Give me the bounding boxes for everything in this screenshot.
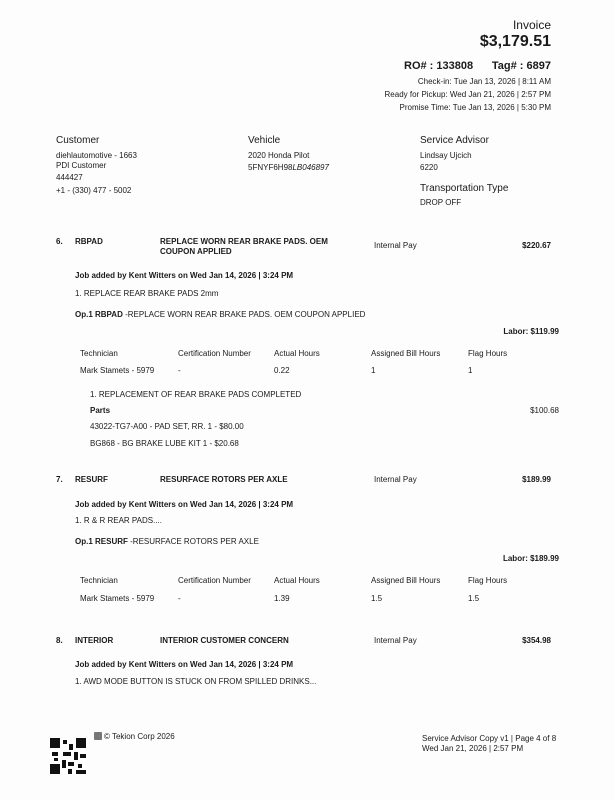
tech-actual-hours: 0.22 xyxy=(274,366,290,375)
tech-cert: - xyxy=(178,594,181,603)
job-pay-type: Internal Pay xyxy=(374,636,417,645)
job-note: 1. AWD MODE BUTTON IS STUCK ON FROM SPILLED DRINKS... xyxy=(75,677,317,686)
copy-info: Service Advisor Copy v1 | Page 4 of 8 xyxy=(422,734,557,743)
job-total: $189.99 xyxy=(522,475,551,484)
advisor-name: Lindsay Ujcich xyxy=(420,151,472,160)
part-line: 43022-TG7-A00 - PAD SET, RR. 1 - $80.00 xyxy=(90,422,244,431)
col-actual-hours: Actual Hours xyxy=(274,576,320,585)
tech-flag-hours: 1 xyxy=(468,366,473,375)
job-total: $354.98 xyxy=(522,636,551,645)
tech-name: Mark Stamets - 5979 xyxy=(80,366,155,375)
col-certification: Certification Number xyxy=(178,576,251,585)
job-added-by: Job added by Kent Witters on Wed Jan 14, 2026 | 3:24 PM xyxy=(75,500,294,509)
check-in-time: Check-in: Tue Jan 13, 2026 | 8:11 AM xyxy=(417,77,551,86)
vehicle-heading: Vehicle xyxy=(248,135,281,146)
parts-total: $100.68 xyxy=(530,406,559,415)
job-description: RESURFACE ROTORS PER AXLE xyxy=(160,475,288,484)
col-assigned-hours: Assigned Bill Hours xyxy=(371,576,441,585)
vin-prefix: 5FNYF6H98 xyxy=(248,163,293,172)
ro-number: RO# : 133808 xyxy=(404,60,474,72)
col-technician: Technician xyxy=(80,349,118,358)
col-actual-hours: Actual Hours xyxy=(274,349,320,358)
parts-heading: Parts xyxy=(90,406,111,415)
job-note: 1. REPLACE REAR BRAKE PADS 2mm xyxy=(75,289,219,298)
customer-id: 444427 xyxy=(56,173,83,182)
customer-phone: +1 - (330) 477 - 5002 xyxy=(56,186,132,195)
job-code: RBPAD xyxy=(75,237,103,246)
part-line: BG868 - BG BRAKE LUBE KIT 1 - $20.68 xyxy=(90,439,239,448)
tech-assigned-hours: 1.5 xyxy=(371,594,383,603)
tekion-logo-icon xyxy=(94,732,102,740)
col-flag-hours: Flag Hours xyxy=(468,576,508,585)
ready-pickup-time: Ready for Pickup: Wed Jan 21, 2026 | 2:57 PM xyxy=(384,90,551,99)
col-assigned-hours: Assigned Bill Hours xyxy=(371,349,441,358)
invoice-total: $3,179.51 xyxy=(479,33,551,50)
job-number: 6. xyxy=(56,237,63,246)
vehicle-vin xyxy=(248,163,329,172)
job-description-cont: COUPON APPLIED xyxy=(160,247,232,256)
tech-cert: - xyxy=(178,366,181,375)
job-added-by: Job added by Kent Witters on Wed Jan 14, 2026 | 3:24 PM xyxy=(75,271,294,280)
job-added-by: Job added by Kent Witters on Wed Jan 14, 2026 | 3:24 PM xyxy=(75,660,294,669)
doc-type: Invoice xyxy=(512,18,551,32)
job-note: 1. R & R REAR PADS.... xyxy=(75,516,162,525)
customer-type: PDI Customer xyxy=(56,161,107,170)
job-number: 7. xyxy=(56,475,63,484)
tech-actual-hours: 1.39 xyxy=(274,594,290,603)
transport-type: DROP OFF xyxy=(420,198,462,207)
op-line xyxy=(75,310,365,319)
job-code: INTERIOR xyxy=(75,636,114,645)
vin-suffix: LB046897 xyxy=(292,163,329,172)
op-label: Op.1 RESURF xyxy=(75,537,128,546)
labor-total: Labor: $119.99 xyxy=(503,327,559,336)
transport-heading: Transportation Type xyxy=(420,183,509,194)
job-pay-type: Internal Pay xyxy=(374,475,417,484)
tech-assigned-hours: 1 xyxy=(371,366,376,375)
promise-time: Promise Time: Tue Jan 13, 2026 | 5:30 PM xyxy=(399,103,551,112)
advisor-id: 6220 xyxy=(420,163,438,172)
job-pay-type: Internal Pay xyxy=(374,241,417,250)
print-date: Wed Jan 21, 2026 | 2:57 PM xyxy=(422,744,524,753)
op-description: -REPLACE WORN REAR BRAKE PADS. OEM COUPON APPLIED xyxy=(122,310,366,319)
qr-code xyxy=(50,738,86,774)
vehicle-model: 2020 Honda Pilot xyxy=(248,151,310,160)
job-total: $220.67 xyxy=(522,241,551,250)
completion-note: 1. REPLACEMENT OF REAR BRAKE PADS COMPLETED xyxy=(90,390,302,399)
job-number: 8. xyxy=(56,636,63,645)
col-technician: Technician xyxy=(80,576,118,585)
tech-name: Mark Stamets - 5979 xyxy=(80,594,155,603)
tag-number: Tag# : 6897 xyxy=(491,60,551,72)
advisor-heading: Service Advisor xyxy=(420,135,489,146)
job-description: REPLACE WORN REAR BRAKE PADS. OEM xyxy=(160,237,328,246)
labor-total: Labor: $189.99 xyxy=(502,554,559,563)
copyright: © Tekion Corp 2026 xyxy=(104,732,175,741)
tech-flag-hours: 1.5 xyxy=(468,594,480,603)
job-code: RESURF xyxy=(75,475,108,484)
col-flag-hours: Flag Hours xyxy=(468,349,508,358)
op-line xyxy=(75,537,259,546)
job-description: INTERIOR CUSTOMER CONCERN xyxy=(160,636,289,645)
op-label: Op.1 RBPAD xyxy=(75,310,123,319)
customer-heading: Customer xyxy=(56,135,100,146)
col-certification: Certification Number xyxy=(178,349,251,358)
op-description: -RESURFACE ROTORS PER AXLE xyxy=(127,537,259,546)
customer-name: diehlautomotive - 1663 xyxy=(56,151,137,160)
